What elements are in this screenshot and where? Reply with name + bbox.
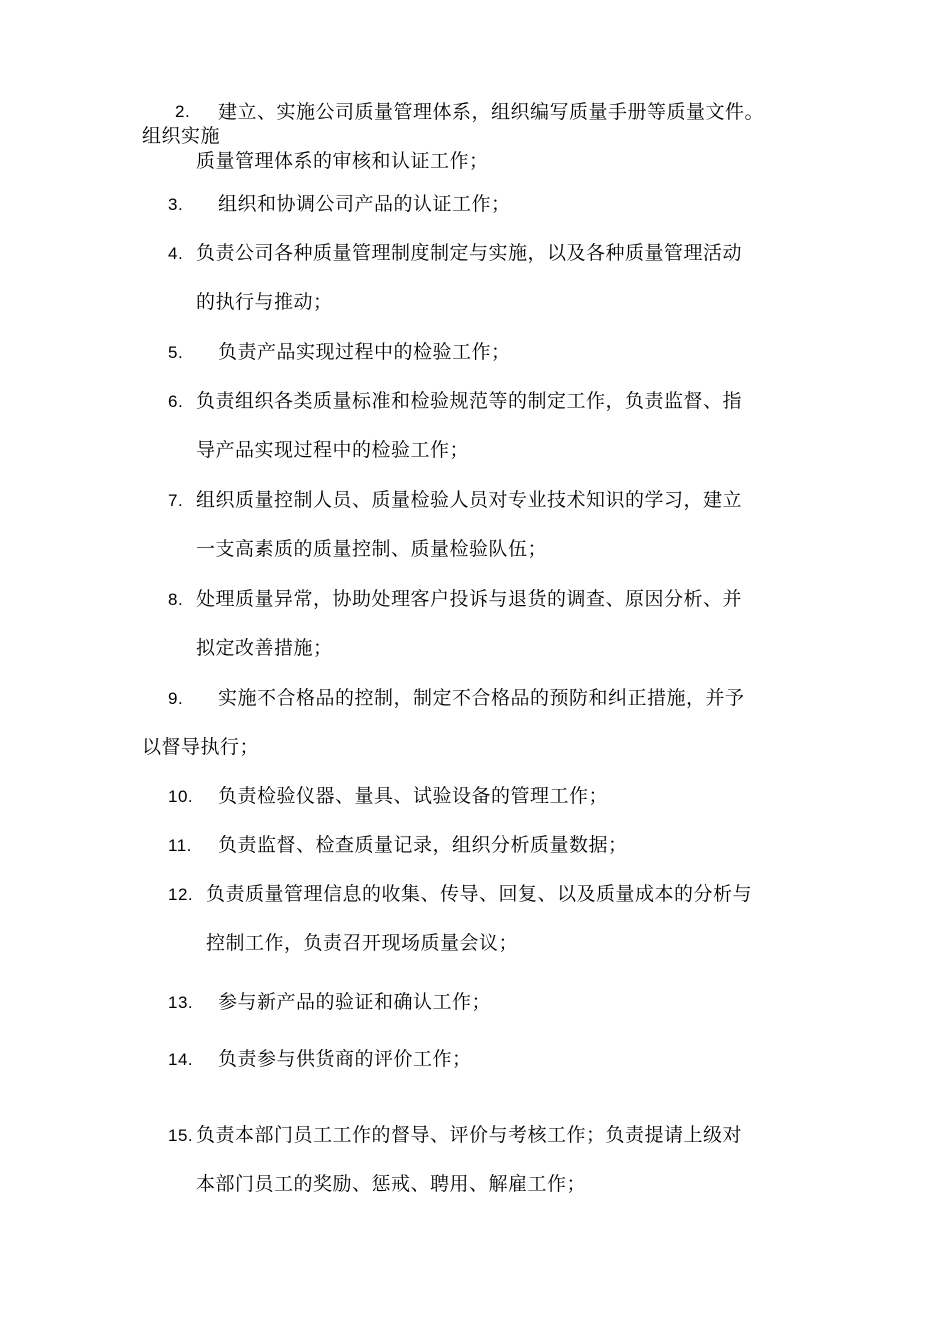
item-text-continuation: 质量管理体系的审核和认证工作； <box>196 150 489 172</box>
item-number: 13. <box>168 993 194 1012</box>
item-number: 15. <box>168 1126 194 1145</box>
item-text-continuation: 的执行与推动； <box>196 291 333 313</box>
item-text: 负责组织各类质量标准和检验规范等的制定工作，负责监督、指 <box>196 390 743 412</box>
item-text: 负责本部门员工工作的督导、评价与考核工作；负责提请上级对 <box>196 1124 743 1146</box>
item-text-continuation: 导产品实现过程中的检验工作； <box>196 439 470 461</box>
item-text-continuation: 控制工作，负责召开现场质量会议； <box>206 932 519 954</box>
item-text-continuation: 一支高素质的质量控制、质量检验队伍； <box>196 538 548 560</box>
item-number: 8. <box>168 590 184 609</box>
item-text-wrap: 组织实施 <box>142 125 221 147</box>
item-text: 负责公司各种质量管理制度制定与实施，以及各种质量管理活动 <box>196 242 743 264</box>
item-number: 10. <box>168 787 194 806</box>
item-text: 负责监督、检查质量记录，组织分析质量数据； <box>218 834 628 856</box>
item-number: 14. <box>168 1050 194 1069</box>
item-text: 负责参与供货商的评价工作； <box>218 1048 472 1070</box>
item-number: 9. <box>168 689 184 708</box>
item-number: 12. <box>168 885 194 904</box>
item-text: 处理质量异常，协助处理客户投诉与退货的调查、原因分析、并 <box>196 588 743 610</box>
item-text-continuation: 本部门员工的奖励、惩戒、聘用、解雇工作； <box>196 1173 587 1195</box>
item-number: 7. <box>168 491 184 510</box>
item-text-continuation: 以督导执行； <box>142 736 260 758</box>
item-number: 4. <box>168 244 184 263</box>
item-text: 组织和协调公司产品的认证工作； <box>218 193 511 215</box>
item-text: 建立、实施公司质量管理体系，组织编写质量手册等质量文件。 <box>218 101 765 123</box>
item-number: 2. <box>175 102 191 121</box>
item-number: 6. <box>168 392 184 411</box>
item-text: 负责质量管理信息的收集、传导、回复、以及质量成本的分析与 <box>206 883 753 905</box>
item-number: 3. <box>168 195 184 214</box>
item-text: 负责检验仪器、量具、试验设备的管理工作； <box>218 785 609 807</box>
item-text: 参与新产品的验证和确认工作； <box>218 991 492 1013</box>
item-text: 实施不合格品的控制，制定不合格品的预防和纠正措施，并予 <box>218 687 745 709</box>
item-text: 负责产品实现过程中的检验工作； <box>218 341 511 363</box>
item-number: 5. <box>168 343 184 362</box>
item-text: 组织质量控制人员、质量检验人员对专业技术知识的学习，建立 <box>196 489 743 511</box>
item-text-continuation: 拟定改善措施； <box>196 637 333 659</box>
item-number: 11. <box>168 836 192 855</box>
